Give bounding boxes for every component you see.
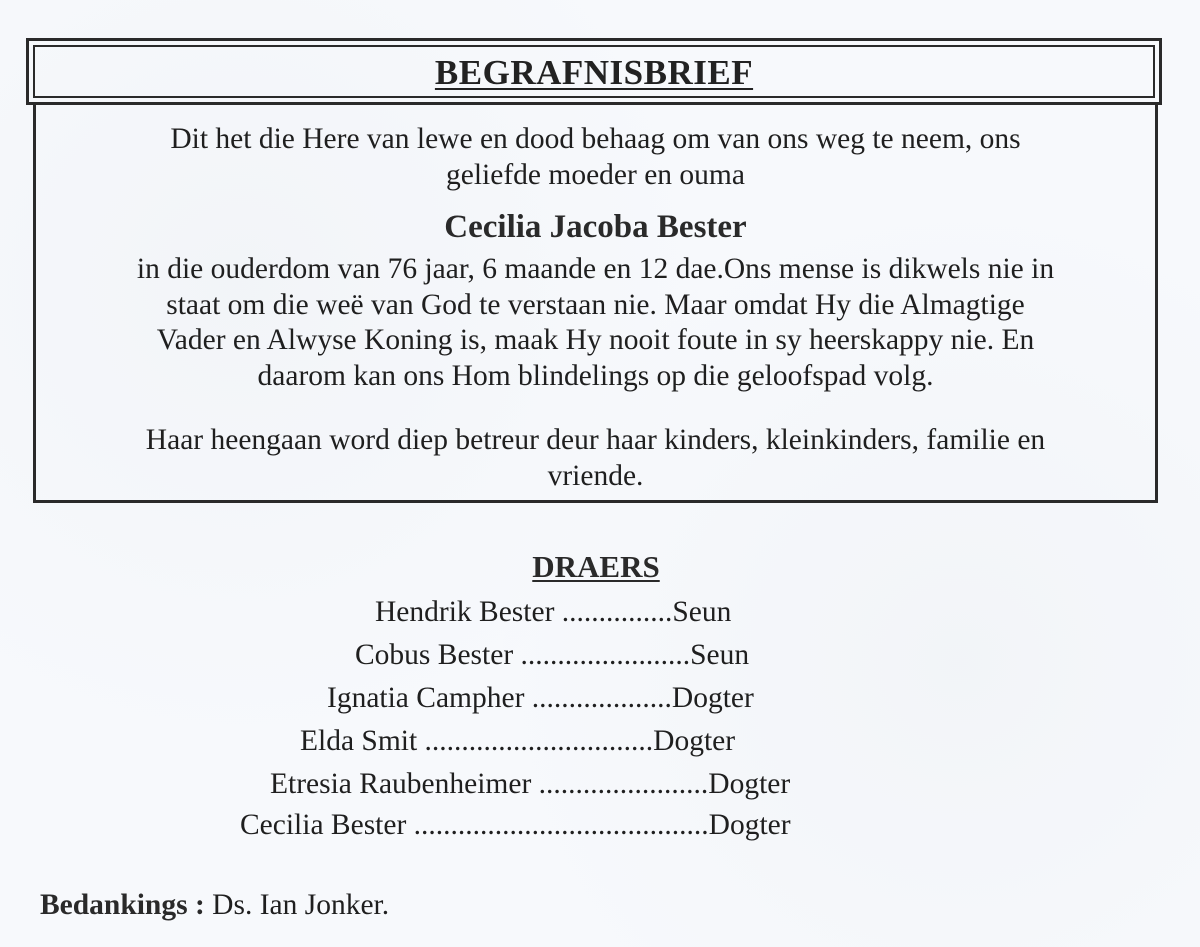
document-title: BEGRAFNISBRIEF <box>434 52 754 92</box>
pallbearers-heading: DRAERS <box>532 549 660 584</box>
title-box <box>26 38 1162 105</box>
intro-line: Dit het die Here van lewe en dood behaag om van ons weg te neem, ons <box>170 123 1021 155</box>
notice-box <box>33 105 1158 503</box>
paragraph-line: daarom kan ons Hom blindelings op die geloofspad volg. <box>257 359 934 392</box>
pallbearer-entry: Cobus Bester .......................Seun <box>355 639 750 671</box>
mourners-line: Haar heengaan word diep betreur deur haar kinders, kleinkinders, familie en <box>145 424 1046 456</box>
pallbearer-entry: Elda Smit ...............................Dogter <box>300 725 736 757</box>
paragraph-line: Vader en Alwyse Koning is, maak Hy nooit foute in sy heerskappy nie. En <box>156 324 1035 356</box>
pallbearer-entry: Cecilia Bester ........................................Dogter <box>240 809 791 841</box>
title-box-inner-border <box>33 45 1155 98</box>
paragraph-line: in die ouderdom van 76 jaar, 6 maande en 12 dae.Ons mense is dikwels nie in <box>136 253 1055 285</box>
acknowledgements-label: Bedankings : <box>40 889 205 921</box>
intro-line: geliefde moeder en ouma <box>446 158 745 191</box>
pallbearer-entry: Hendrik Bester ...............Seun <box>375 596 732 628</box>
acknowledgements-value: Ds. Ian Jonker. <box>204 889 390 921</box>
mourners-line: vriende. <box>547 459 644 492</box>
pallbearer-entry: Ignatia Campher ...................Dogter <box>327 682 754 714</box>
deceased-name: Cecilia Jacoba Bester <box>444 209 747 245</box>
intro-text <box>36 122 1155 193</box>
paragraph-line: staat om die weë van God te verstaan nie. Maar omdat Hy die Almagtige <box>166 288 1025 321</box>
acknowledgements <box>40 887 389 923</box>
pallbearer-entry: Etresia Raubenheimer .......................Dogter <box>270 768 791 800</box>
mourners-text <box>36 423 1155 494</box>
notice-paragraph <box>36 252 1155 394</box>
